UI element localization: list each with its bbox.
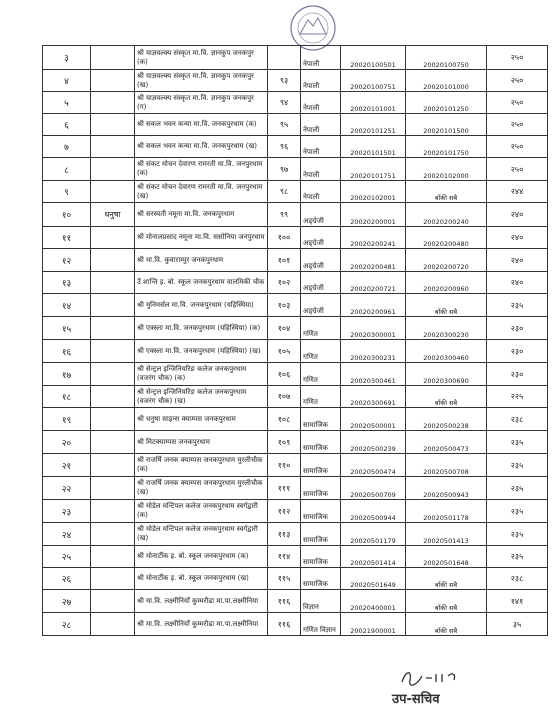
cell-sn: १९ (43, 408, 91, 431)
cell-subject: नेपाली (301, 158, 341, 181)
table-row (43, 340, 548, 363)
cell-code: १०९ (268, 431, 301, 454)
cell-to: 20020102000 (406, 158, 487, 181)
table-row (43, 408, 548, 431)
cell-total: २५० (487, 70, 548, 92)
cell-school: श्री मा.वि. लक्ष्मीनियाँ कुम्मरौढा मा.पा.लक्ष्मीनिया (135, 613, 268, 636)
cell-district (91, 613, 135, 636)
table-row (43, 363, 548, 386)
table-row (43, 317, 548, 340)
table-row (43, 114, 548, 136)
cell-total: २४० (487, 249, 548, 272)
cell-total: २३० (487, 317, 548, 340)
cell-subject: सामाजिक (301, 454, 341, 477)
cell-total: २३५ (487, 294, 548, 317)
cell-sn: १८ (43, 386, 91, 408)
cell-sn: १० (43, 203, 91, 227)
table-row (43, 500, 548, 523)
table-row (43, 431, 548, 454)
cell-from: 20020501179 (341, 523, 406, 546)
cell-code: ९३ (268, 70, 301, 92)
signature-icon (398, 668, 468, 688)
cell-from: 20020500239 (341, 431, 406, 454)
cell-subject: गणित (301, 386, 341, 408)
cell-code: १०७ (268, 386, 301, 408)
allocation-table (42, 45, 548, 636)
cell-sn: १७ (43, 363, 91, 386)
cell-total: २३५ (487, 546, 548, 568)
cell-sn: २५ (43, 546, 91, 568)
table-row (43, 613, 548, 636)
cell-from: 20020101501 (341, 136, 406, 158)
cell-subject: सामाजिक (301, 500, 341, 523)
table-row (43, 92, 548, 114)
cell-school: श्री सेन्ट्रल इन्जिनियरिङ कलेज जनकपुरधाम (वजरंग चौक) (ख) (135, 386, 268, 408)
cell-code: १०१ (268, 249, 301, 272)
cell-from: 20020200721 (341, 272, 406, 294)
cell-to: बाँकी सबै (406, 568, 487, 590)
cell-from: 20020200961 (341, 294, 406, 317)
cell-to: 20020501648 (406, 546, 487, 568)
cell-school: श्री मोनालप्रसाद नमूना मा.वि. ससोनिया जनपुरधाम (135, 227, 268, 249)
cell-sn: १२ (43, 249, 91, 272)
cell-total: २३५ (487, 431, 548, 454)
cell-school: श्री मोनार्टीक इ. बो. स्कूल जनकपुरधाम (ख) (135, 568, 268, 590)
cell-sn: १४ (43, 294, 91, 317)
cell-from: 20020300231 (341, 340, 406, 363)
cell-subject: अङ्ग्रेजी (301, 203, 341, 227)
cell-school: श्री याज्ञवल्क्य संस्कृत मा.वि. ज्ञानकुप जनकपुर (ख) (135, 70, 268, 92)
cell-from: 20020200481 (341, 249, 406, 272)
cell-school: श्री मिटक्याम्पस जनकपुरधाम (135, 431, 268, 454)
cell-code: १११ (268, 477, 301, 500)
cell-total: २३५ (487, 454, 548, 477)
cell-from: 20020500001 (341, 408, 406, 431)
cell-sn: ९ (43, 181, 91, 203)
cell-district (91, 386, 135, 408)
cell-code: ९७ (268, 158, 301, 181)
cell-district (91, 477, 135, 500)
cell-sn: २२ (43, 477, 91, 500)
table-row (43, 272, 548, 294)
cell-from: 20020501414 (341, 546, 406, 568)
cell-school: श्री संकट मोचन देवारण रामरती मा.वि. जनपुरधाम (क) (135, 158, 268, 181)
cell-total: २३८ (487, 568, 548, 590)
cell-district (91, 340, 135, 363)
cell-code: ११६ (268, 590, 301, 613)
cell-to: 20020101750 (406, 136, 487, 158)
cell-total: २४० (487, 227, 548, 249)
cell-total: २२५ (487, 386, 548, 408)
cell-total: २५० (487, 158, 548, 181)
cell-sn: २३ (43, 500, 91, 523)
cell-code: ९४ (268, 92, 301, 114)
cell-district (91, 590, 135, 613)
cell-subject: अङ्ग्रेजी (301, 272, 341, 294)
cell-to: 20020500473 (406, 431, 487, 454)
cell-district (91, 227, 135, 249)
cell-subject: सामाजिक (301, 408, 341, 431)
cell-to: 20020501413 (406, 523, 487, 546)
cell-sn: १५ (43, 317, 91, 340)
cell-sn: ७ (43, 136, 91, 158)
cell-school: श्री एक्स्ला मा.वि. जनकपुरधाम (यहिस्थिया) (ख) (135, 340, 268, 363)
table-row (43, 294, 548, 317)
cell-subject: सामाजिक (301, 477, 341, 500)
cell-subject: गणित (301, 317, 341, 340)
cell-district (91, 523, 135, 546)
cell-code: ११० (268, 454, 301, 477)
cell-district: धनुषा (91, 203, 135, 227)
cell-from: 20020200001 (341, 203, 406, 227)
cell-school: श्री मोनार्टीक इ. बो. स्कूल जनकपुरधाम (क) (135, 546, 268, 568)
cell-code: १०३ (268, 294, 301, 317)
cell-from: 20020300461 (341, 363, 406, 386)
cell-from: 20020101001 (341, 92, 406, 114)
table-row (43, 477, 548, 500)
cell-school: श्री राजर्षि जनक क्याम्पस जनकपुरधाम मुरलीचौक (ख) (135, 477, 268, 500)
table-row (43, 386, 548, 408)
cell-from: 20020500944 (341, 500, 406, 523)
cell-subject: सामाजिक (301, 546, 341, 568)
cell-district (91, 363, 135, 386)
cell-code: १०२ (268, 272, 301, 294)
cell-to: 20020300460 (406, 340, 487, 363)
cell-district (91, 500, 135, 523)
table-row (43, 454, 548, 477)
cell-code: ११६ (268, 613, 301, 636)
cell-sn: १३ (43, 272, 91, 294)
table-row (43, 181, 548, 203)
cell-from: 20021900001 (341, 613, 406, 636)
cell-district (91, 408, 135, 431)
table-row (43, 227, 548, 249)
signatory-title: उप-सचिव (392, 692, 440, 707)
cell-total: २३५ (487, 477, 548, 500)
cell-district (91, 114, 135, 136)
table-row (43, 70, 548, 92)
cell-total: ३५ (487, 613, 548, 636)
cell-school: श्री सेन्ट्रल इन्जिनियरिङ कलेज जनकपुरधाम (वजरंग चौक) (क) (135, 363, 268, 386)
cell-sn: ४ (43, 70, 91, 92)
cell-school: श्री संकट मोचन देवारण रामरती मा.वि. जनपुरधाम (ख) (135, 181, 268, 203)
cell-district (91, 272, 135, 294)
cell-school: श्री मोडेल मन्टिपल कलेज जनकपुरधाम स्वर्गद्वारी (क) (135, 500, 268, 523)
cell-subject: अङ्ग्रेजी (301, 294, 341, 317)
cell-code: ११५ (268, 568, 301, 590)
cell-district (91, 568, 135, 590)
cell-district (91, 46, 135, 70)
cell-district (91, 136, 135, 158)
cell-sn: २८ (43, 613, 91, 636)
cell-school: श्री सरस्वती नमूना मा.वि. जनकपुरधाम (135, 203, 268, 227)
cell-district (91, 431, 135, 454)
table-row (43, 523, 548, 546)
cell-from: 20020500709 (341, 477, 406, 500)
cell-district (91, 454, 135, 477)
cell-total: १४१ (487, 590, 548, 613)
cell-sn: ११ (43, 227, 91, 249)
cell-sn: २६ (43, 568, 91, 590)
cell-school: श्री राजर्षि जनक क्याम्पस जनकपुरधाम मुरलीचौक (क) (135, 454, 268, 477)
cell-sn: ५ (43, 92, 91, 114)
table-row (43, 203, 548, 227)
cell-district (91, 181, 135, 203)
cell-to: 20020101250 (406, 92, 487, 114)
cell-code: ९८ (268, 181, 301, 203)
cell-code: ९६ (268, 136, 301, 158)
cell-subject: अङ्ग्रेजी (301, 227, 341, 249)
cell-school: श्री मोडेल मन्टिपल कलेज जनकपुरधाम स्वर्गद्वारी (ख) (135, 523, 268, 546)
cell-subject: गणित (301, 363, 341, 386)
cell-to: 20020300690 (406, 363, 487, 386)
cell-code: ९९ (268, 203, 301, 227)
cell-from: 20020100501 (341, 46, 406, 70)
cell-from: 20020500474 (341, 454, 406, 477)
cell-subject: गणित विज्ञान (301, 613, 341, 636)
cell-code: ११४ (268, 546, 301, 568)
cell-from: 20020101751 (341, 158, 406, 181)
cell-from: 20020400001 (341, 590, 406, 613)
cell-from: 20020100751 (341, 70, 406, 92)
cell-to: 20020500238 (406, 408, 487, 431)
cell-total: २४४ (487, 181, 548, 203)
cell-subject: नेपाली (301, 46, 341, 70)
cell-to: 20020300230 (406, 317, 487, 340)
cell-total: २५० (487, 92, 548, 114)
cell-total: २३० (487, 363, 548, 386)
cell-school: श्री मा.वि. लक्ष्मीनियाँ कुम्मरौढा मा.पा.लक्ष्मीनिया (135, 590, 268, 613)
cell-total: २४० (487, 203, 548, 227)
cell-subject: नेपाली (301, 181, 341, 203)
cell-subject: विज्ञान (301, 590, 341, 613)
cell-code: १०८ (268, 408, 301, 431)
cell-from: 20020501649 (341, 568, 406, 590)
cell-code: १०० (268, 227, 301, 249)
cell-total: २३५ (487, 523, 548, 546)
cell-subject: सामाजिक (301, 431, 341, 454)
cell-school: श्री मुनिमर्सल मा.वि. जनकपुरधाम (यहिस्थिया) (135, 294, 268, 317)
cell-to: 20020200240 (406, 203, 487, 227)
cell-code: १०४ (268, 317, 301, 340)
cell-total: २३५ (487, 500, 548, 523)
cell-district (91, 546, 135, 568)
cell-sn: ३ (43, 46, 91, 70)
cell-subject: नेपाली (301, 70, 341, 92)
cell-code: ९५ (268, 114, 301, 136)
cell-school: श्री याज्ञवल्क्य संस्कृत मा.वि. ज्ञानकुप जनकपुर (ग) (135, 92, 268, 114)
cell-code (268, 46, 301, 70)
cell-to: 20020101500 (406, 114, 487, 136)
cell-to: बाँकी सबै (406, 181, 487, 203)
cell-to: 20020500943 (406, 477, 487, 500)
cell-school: श्री धनुषा साइन्स क्याम्पस जनकपुरधाम (135, 408, 268, 431)
cell-school: श्री सकल भवन कन्या मा.वि. जनकपुरधाम (क) (135, 114, 268, 136)
cell-total: २५० (487, 46, 548, 70)
cell-to: 20020500708 (406, 454, 487, 477)
cell-sn: ६ (43, 114, 91, 136)
cell-total: २४० (487, 272, 548, 294)
table-row (43, 46, 548, 70)
table-row (43, 546, 548, 568)
cell-from: 20020101251 (341, 114, 406, 136)
cell-to: 20020200960 (406, 272, 487, 294)
cell-district (91, 317, 135, 340)
cell-sn: ८ (43, 158, 91, 181)
cell-code: १०५ (268, 340, 301, 363)
cell-to: बाँकी सबै (406, 386, 487, 408)
cell-code: ११२ (268, 500, 301, 523)
cell-district (91, 92, 135, 114)
table-row (43, 590, 548, 613)
cell-to: 20020101000 (406, 70, 487, 92)
cell-sn: २० (43, 431, 91, 454)
cell-to: बाँकी सबै (406, 590, 487, 613)
table-row (43, 249, 548, 272)
cell-total: २५० (487, 114, 548, 136)
cell-to: 20020200480 (406, 227, 487, 249)
cell-to: 20020200720 (406, 249, 487, 272)
cell-code: ११३ (268, 523, 301, 546)
cell-subject: गणित (301, 340, 341, 363)
cell-subject: अङ्ग्रेजी (301, 249, 341, 272)
cell-school: श्री याज्ञवल्क्य संस्कृत मा.वि. ज्ञानकुप जनकपुर (क) (135, 46, 268, 70)
cell-school: श्री एक्स्ला मा.वि. जनकपुरधाम (यहिस्थिया) (क) (135, 317, 268, 340)
cell-sn: २७ (43, 590, 91, 613)
cell-total: २३८ (487, 408, 548, 431)
cell-from: 20020102001 (341, 181, 406, 203)
cell-subject: सामाजिक (301, 568, 341, 590)
cell-to: बाँकी सबै (406, 613, 487, 636)
table-row (43, 158, 548, 181)
cell-school: उँ शान्ति इ. बो. स्कूल जनकपुरधाम वालमिकी चौक (135, 272, 268, 294)
cell-subject: सामाजिक (301, 523, 341, 546)
cell-from: 20020200241 (341, 227, 406, 249)
cell-from: 20020300691 (341, 386, 406, 408)
cell-sn: २१ (43, 454, 91, 477)
cell-code: १०६ (268, 363, 301, 386)
table-row (43, 568, 548, 590)
cell-to: 20020501178 (406, 500, 487, 523)
cell-district (91, 70, 135, 92)
cell-sn: १६ (43, 340, 91, 363)
cell-total: २५० (487, 136, 548, 158)
cell-subject: नेपाली (301, 114, 341, 136)
cell-from: 20020300001 (341, 317, 406, 340)
cell-district (91, 249, 135, 272)
cell-school: श्री मा.वि. कुवाराम्पुर जनकपुरधाम (135, 249, 268, 272)
cell-to: बाँकी सबै (406, 294, 487, 317)
cell-district (91, 158, 135, 181)
cell-district (91, 294, 135, 317)
cell-subject: नेपाली (301, 136, 341, 158)
cell-school: श्री सकल भवन कन्या मा.वि. जनकपुरधाम (ख) (135, 136, 268, 158)
table-row (43, 136, 548, 158)
cell-sn: २४ (43, 523, 91, 546)
cell-subject: नेपाली (301, 92, 341, 114)
cell-total: २३० (487, 340, 548, 363)
cell-to: 20020100750 (406, 46, 487, 70)
